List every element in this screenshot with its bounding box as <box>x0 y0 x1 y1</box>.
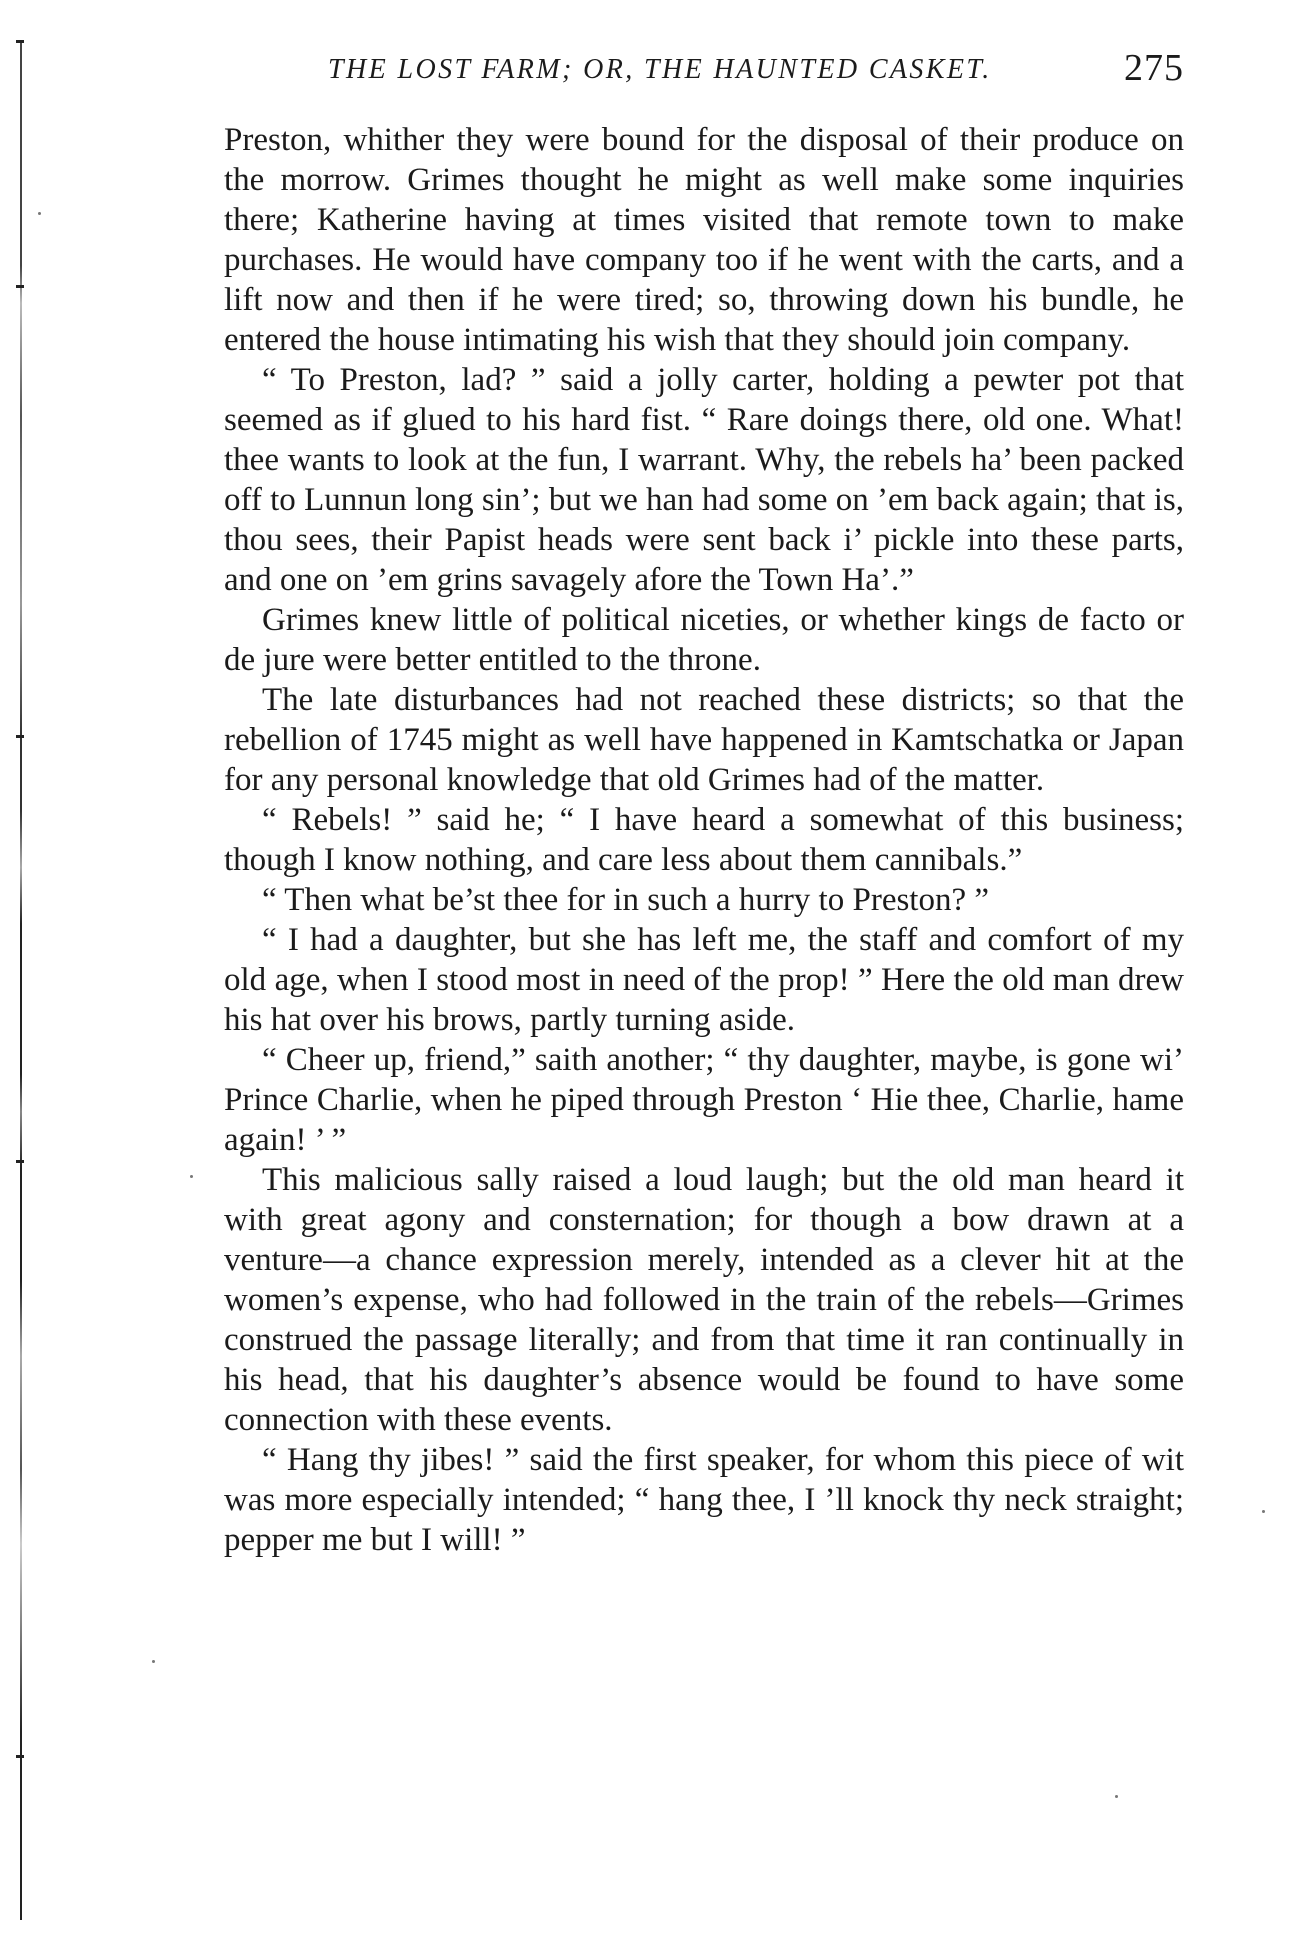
page-number: 275 <box>1124 47 1184 89</box>
scan-speck <box>190 1175 193 1178</box>
paragraph: This malicious sally raised a loud laugh; but the old man heard it with great agony and consternation; for though a bow drawn at a venture—a chance expression merely, intended as a clever hit at the women’s expense, who had followed in the train of the rebels—Grimes construed the passage literally; and from that time it ran continually in his head, that his daughter’s absence would be found to have some connection with these events. <box>224 1162 1184 1438</box>
paragraph: “ I had a daughter, but she has left me, the staff and comfort of my old age, when I stood most in need of the prop! ” Here the old man drew his hat over his brows, partly turning aside. <box>224 922 1184 1038</box>
binding-edge-mark <box>16 285 24 288</box>
paragraph: “ Then what be’st thee for in such a hurry to Preston? ” <box>262 882 990 918</box>
running-head-title: THE LOST FARM; OR, THE HAUNTED CASKET. <box>328 54 992 85</box>
binding-edge-mark <box>16 40 24 43</box>
binding-edge-shadow <box>20 40 22 1920</box>
paragraph: Preston, whither they were bound for the disposal of their produce on the morrow. Grimes thought he might as well make some inquiries there; Katherine having at times visited that remote town to make purchases. He would have company too if he went with the carts, and a lift now and then if he were tired; so, throwing down his bundle, he entered the house intimating his wish that they should join company. <box>224 122 1184 358</box>
paragraph: “ Hang thy jibes! ” said the first speaker, for whom this piece of wit was more especially intended; “ hang thee, I ’ll knock thy neck straight; pepper me but I will! ” <box>224 1442 1184 1558</box>
scan-speck <box>152 1660 155 1663</box>
scan-speck <box>1115 1795 1118 1798</box>
scan-speck <box>38 212 41 215</box>
paragraph: “ Cheer up, friend,” saith another; “ thy daughter, maybe, is gone wi’ Prince Charlie, when he piped through Preston ‘ Hie thee, Charlie, hame again! ’ ” <box>224 1042 1184 1158</box>
paragraph: Grimes knew little of political niceties, or whether kings de facto or de jure were better entitled to the throne. <box>224 602 1184 678</box>
scan-speck <box>1262 1510 1265 1513</box>
binding-edge-mark <box>16 735 24 738</box>
body-text <box>224 120 1184 1560</box>
binding-edge-mark <box>16 1755 24 1758</box>
paragraph: “ To Preston, lad? ” said a jolly carter, holding a pewter pot that seemed as if glued to his hard fist. “ Rare doings there, old one. What! thee wants to look at the fun, I warrant. Why, the rebels ha’ been packed off to Lunnun long sin’; but we han had some on ’em back again; that is, thou sees, their Papist heads were sent back i’ pickle into these parts, and one on ’em grins savagely afore the Town Ha’.” <box>224 362 1184 598</box>
paragraph: The late disturbances had not reached these districts; so that the rebellion of 1745 might as well have happened in Kamtschatka or Japan for any personal knowledge that old Grimes had of the matter. <box>224 682 1184 798</box>
paragraph: “ Rebels! ” said he; “ I have heard a somewhat of this business; though I know nothing, and care less about them cannibals.” <box>224 802 1184 878</box>
binding-edge-mark <box>16 1160 24 1163</box>
running-head <box>224 46 1184 98</box>
